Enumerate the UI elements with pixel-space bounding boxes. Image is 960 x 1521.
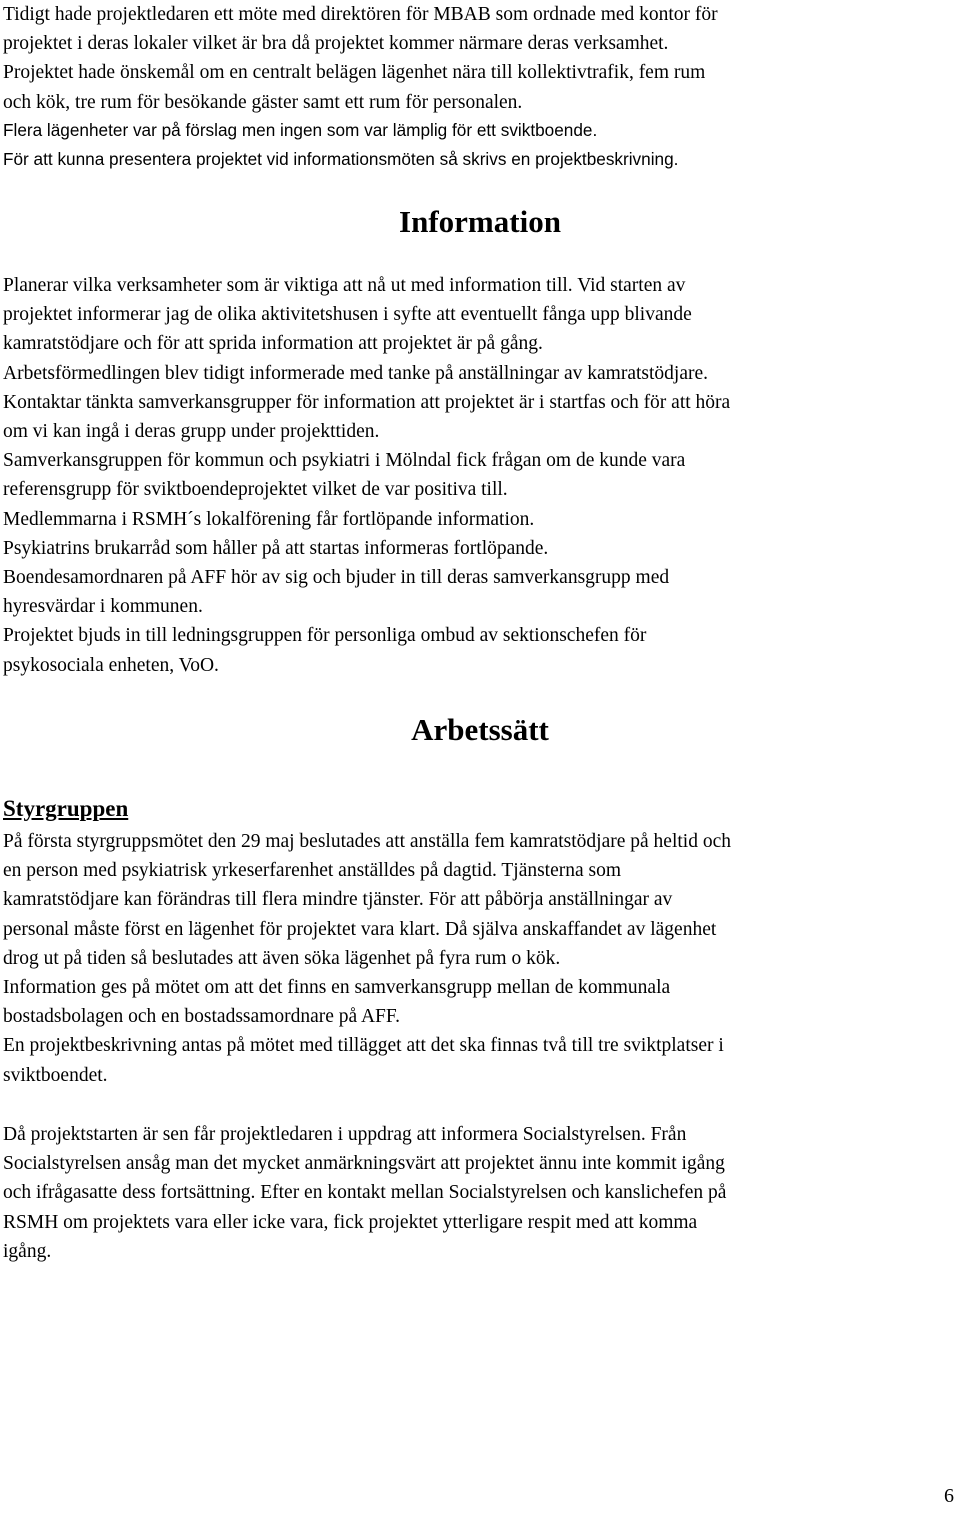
text-line: Då projektstarten är sen får projektledaren i uppdrag att informera Socialstyrelsen. Från [3, 1124, 687, 1145]
text-line: bostadsbolagen och en bostadssamordnare på AFF. [3, 1006, 401, 1028]
text-line: Psykiatrins brukarråd som håller på att startas informeras fortlöpande. [3, 537, 549, 559]
text-line: Arbetsförmedlingen blev tidigt informerade med tanke på anställningar av kamratstödjare. [3, 362, 709, 384]
text-line: Medlemmarna i RSMH´s lokalförening får fortlöpande information. [3, 508, 535, 530]
text-line: Kontaktar tänkta samverkansgrupper för information att projektet är i startfas och för att höra [3, 391, 731, 413]
text-line: En projektbeskrivning antas på mötet med tillägget att det ska finnas två till tre sviktplatser i [3, 1035, 724, 1057]
intro-paragraph [3, 0, 954, 117]
text-line: Flera lägenheter var på förslag men ingen som var lämplig för ett sviktboende. [3, 120, 598, 140]
information-paragraph [3, 271, 954, 680]
text-line: kamratstödjare och för att sprida information att projektet är på gång. [3, 333, 543, 355]
text-line: personal måste först en lägenhet för projektet vara klart. Då själva anskaffandet av lägenhet [3, 918, 717, 940]
text-line: om vi kan ingå i deras grupp under projekttiden. [3, 421, 380, 443]
text-line: På första styrgruppsmötet den 29 maj beslutades att anställa fem kamratstödjare på heltid och [3, 831, 731, 852]
text-line: en person med psykiatrisk yrkeserfarenhet anställdes på dagtid. Tjänsterna som [3, 860, 622, 882]
text-line: projektet informerar jag de olika aktivitetshusen i syfte att eventuellt fånga upp blivande [3, 304, 692, 326]
text-line: Samverkansgruppen för kommun och psykiatri i Mölndal fick frågan om de kunde vara [3, 450, 686, 472]
section-heading-information: Information [399, 204, 561, 239]
text-line: och kök, tre rum för besökande gäster samt ett rum för personalen. [3, 91, 523, 113]
subsection-heading-styrgruppen: Styrgruppen [3, 796, 129, 821]
styrgruppen-paragraph [3, 827, 954, 1090]
text-line: referensgrupp för sviktboendeprojektet vilket de var positiva till. [3, 479, 508, 501]
text-line: kamratstödjare kan förändras till flera mindre tjänster. För att påbörja anställningar av [3, 889, 673, 911]
text-line: Boendesamordnaren på AFF hör av sig och bjuder in till deras samverkansgrupp med [3, 567, 670, 589]
page-number: 6 [944, 1485, 954, 1507]
text-line: hyresvärdar i kommunen. [3, 596, 203, 618]
text-line: Information ges på mötet om att det finns en samverkansgrupp mellan de kommunala [3, 977, 671, 999]
text-line: igång. [3, 1240, 52, 1262]
text-line: Tidigt hade projektledaren ett möte med direktören för MBAB som ordnade med kontor för [3, 4, 718, 25]
text-line: Projektet bjuds in till ledningsgruppen för personliga ombud av sektionschefen för [3, 625, 647, 647]
intro-sans-paragraph [3, 116, 954, 174]
text-line: För att kunna presentera projektet vid informationsmöten så skrivs en projektbeskrivning. [3, 149, 679, 169]
text-line: RSMH om projektets vara eller icke vara, fick projektet ytterligare respit med att komma [3, 1211, 698, 1233]
text-line: sviktboendet. [3, 1064, 108, 1086]
section-heading-arbetssatt: Arbetssätt [411, 712, 549, 747]
text-line: psykosociala enheten, VoO. [3, 654, 219, 676]
text-line: Projektet hade önskemål om en centralt belägen lägenhet nära till kollektivtrafik, fem rum [3, 62, 706, 84]
text-line: Socialstyrelsen ansåg man det mycket anmärkningsvärt att projektet ännu inte kommit igång [3, 1153, 725, 1175]
text-line: Planerar vilka verksamheter som är viktiga att nå ut med information till. Vid starten av [3, 275, 686, 296]
closing-paragraph [3, 1120, 954, 1266]
text-line: drog ut på tiden så beslutades att även söka lägenhet på fyra rum o kök. [3, 947, 561, 969]
text-line: och ifrågasatte dess fortsättning. Efter en kontakt mellan Socialstyrelsen och kanslichefen på [3, 1182, 727, 1204]
text-line: projektet i deras lokaler vilket är bra då projektet kommer närmare deras verksamhet. [3, 33, 669, 55]
